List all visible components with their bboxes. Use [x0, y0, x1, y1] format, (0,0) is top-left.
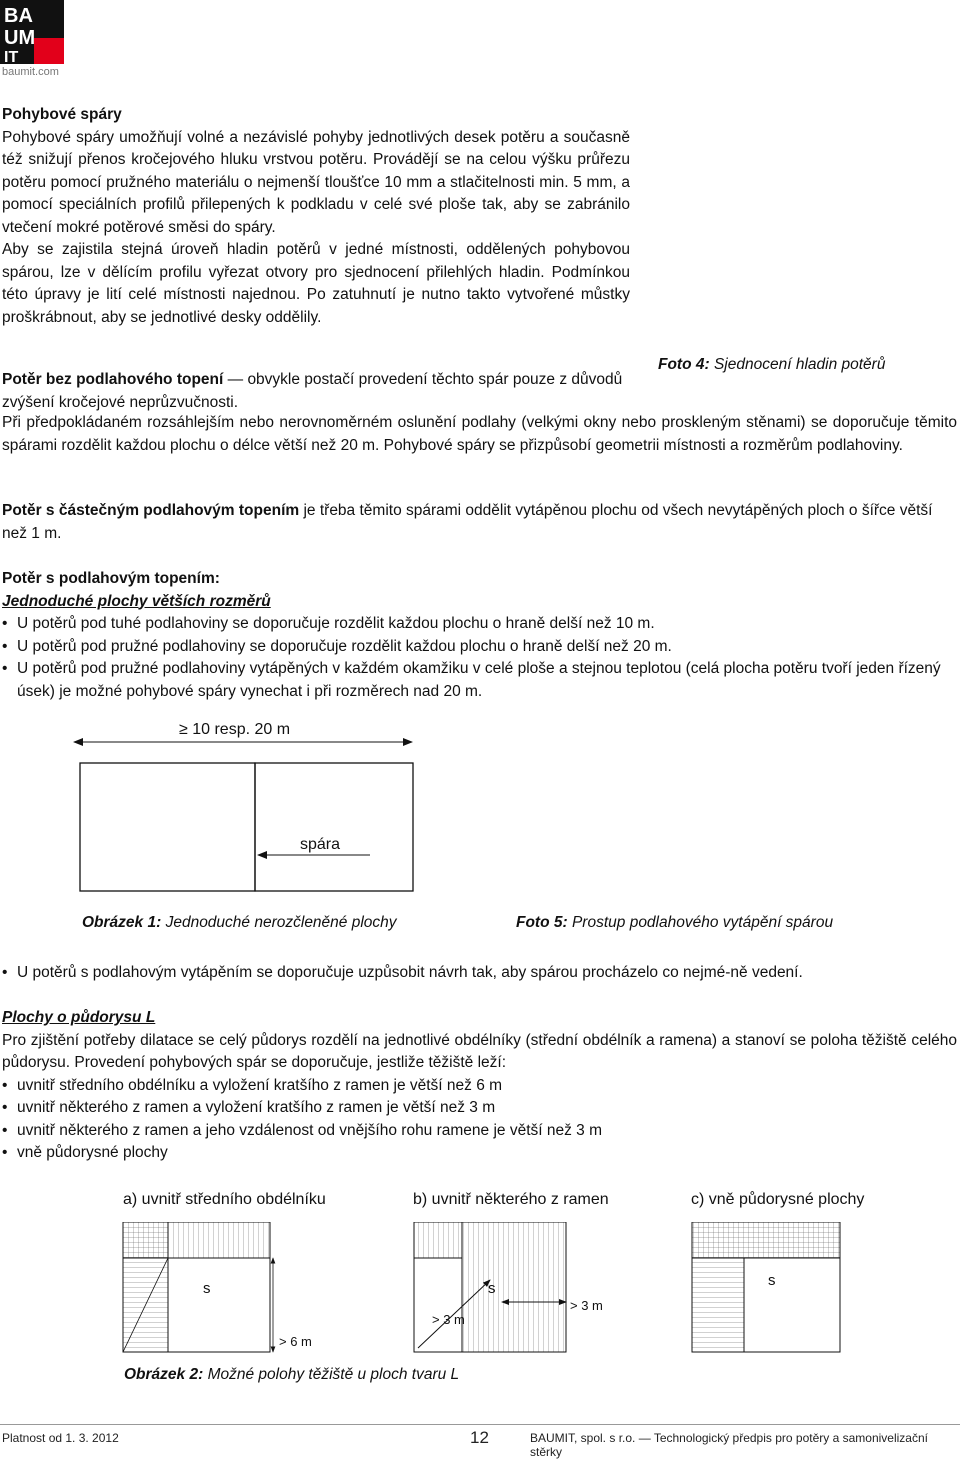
list-item: • U potěrů pod pružné podlahoviny vytápěných v každém okamžiku v celé ploše a stejnou teplotou (celá plocha potěru tvoří jeden řízený úsek) je možné pohybové spáry vynechat i při rozměrech nad 20 m.: [2, 658, 957, 703]
fig1-caption: Obrázek 1: Jednoduché nerozčleněné plochy: [82, 914, 397, 931]
bullet-vedeni: [2, 962, 957, 985]
baumit-logo: [0, 0, 64, 64]
svg-text:UM: UM: [4, 27, 36, 49]
paragraph-osluneni: Při předpokládaném rozsáhlejším nebo nerovnoměrném oslunění podlahy (velkými okny nebo proskleným stěnami) se doporučuje těmito spárami rozdělit každou plochu o délce větší než 20 m. Pohybové spáry se přizpůsobí geometrii místnosti a rozměrům podlahoviny.: [2, 414, 957, 454]
fig2-c-s: s: [768, 1272, 776, 1289]
section-title: Plochy o půdorysu L: [2, 1009, 156, 1026]
list-item: • U potěrů pod tuhé podlahoviny se doporučuje rozdělit každou plochu o hraně delší než 10 m.: [2, 613, 957, 636]
section-s-topenim: Potěr s podlahovým topením: Jednoduché plochy větších rozměrů • U potěrů pod tuhé podlahoviny se doporučuje rozdělit každou plochu o hraně delší než 10 m. • U potěrů pod pružné podlahoviny se doporučuje rozdělit každou plochu o hraně delší než 20 m. • U potěrů pod pružné podlahoviny vytápěných v každém okamžiku v celé ploše a stejnou teplotou (celá plocha potěru tvoří jeden řízený úsek) je možné pohybové spáry vynechat i při rozměrech nad 20 m.: [2, 568, 957, 703]
foto5-caption: Foto 5: Prostup podlahového vytápění spárou: [516, 914, 834, 931]
page-number: 12: [470, 1428, 489, 1447]
list-item: • uvnitř některého z ramen a vyložení kratšího z ramen je větší než 3 m: [2, 1097, 957, 1120]
list-item: • vně půdorysné plochy: [2, 1142, 957, 1165]
list-item: • uvnitř středního obdélníku a vyložení kratšího z ramen je větší než 6 m: [2, 1075, 957, 1098]
logo-url[interactable]: baumit.com: [2, 66, 59, 78]
fig2-a-s: s: [203, 1280, 211, 1297]
list-item: • uvnitř některého z ramen a jeho vzdálenost od vnějšího rohu ramene je větší než 3 m: [2, 1120, 957, 1143]
section-plochy-l: [2, 1007, 957, 1165]
list-item: • U potěrů s podlahovým vytápěním se doporučuje uzpůsobit návrh tak, aby spárou procházelo co nejmé-ně vedení.: [2, 962, 957, 985]
footer-validity: Platnost od 1. 3. 2012: [2, 1431, 119, 1445]
paragraph: Pro zjištění potřeby dilatace se celý půdorys rozdělí na jednotlivé obdélníky (střední obdélník a ramena) a stanoví se poloha těžiště celého půdorysu. Provedení pohybových spár se doporučuje, jestliže těžiště leží:: [2, 1031, 957, 1071]
svg-text:BA: BA: [4, 5, 33, 27]
fig1-dimension-label: ≥ 10 resp. 20 m: [179, 721, 291, 738]
section-title: Pohybové spáry: [2, 106, 122, 123]
paragraph: Pohybové spáry umožňují volné a nezávislé pohyby jednotlivých desek potěru a současně též snižují přenos kročejového hluku vrstvou potěru. Provádějí se na celou výšku průřezu potěru pomocí pružného materiálu o nejmenší tloušťce 10 mm a stlačitelnosti min. 5 mm, a pomocí speciálních profilů přilepených k podkladu v celé své ploše tak, aby se zabránilo vtečení mokré potěrové směsi do spáry.: [2, 128, 630, 236]
fig1-joint-label: spára: [300, 836, 341, 853]
section-pohybove-spary: [2, 104, 630, 329]
fig2-b-dim1: > 3 m: [432, 1312, 465, 1327]
svg-text:IT: IT: [4, 49, 19, 64]
section-bez-topeni: Potěr bez podlahového topení — obvykle postačí provedení těchto spár pouze z důvodů zvýšení kročejové neprůzvučnosti.: [2, 371, 623, 411]
fig2-b-dim2: > 3 m: [570, 1298, 603, 1313]
figure-2: [118, 1222, 938, 1362]
list-item: • U potěrů pod pružné podlahoviny se doporučuje rozdělit každou plochu o hraně delší než 20 m.: [2, 636, 957, 659]
fig2-a-dim: > 6 m: [279, 1334, 312, 1349]
fig2-caption: Obrázek 2: Možné polohy těžiště u ploch tvaru L: [124, 1366, 460, 1383]
paragraph: Aby se zajistila stejná úroveň hladin potěrů v jedné místnosti, oddělených pohybovou spárou, lze v dělícím profilu vyřezat otvory pro sjednocení přilehlých hladin. Podmínkou této úpravy je lití celé místnosti najednou. Po zatuhnutí je nutno takto vytvořené můstky proškrábnout, aby se jednotlivé desky oddělily.: [2, 241, 630, 326]
footer-company: BAUMIT, spol. s r.o. — Technologický předpis pro potěry a samonivelizační stěrky: [530, 1431, 928, 1459]
foto4-caption: Foto 4: Sjednocení hladin potěrů: [658, 356, 886, 373]
section-castecne-topeni: Potěr s částečným podlahovým topením je třeba těmito spárami oddělit vytápěnou plochu od všech nevytápěných ploch o šířce větší než 1 m.: [2, 502, 933, 542]
fig2-label-a: a) uvnitř středního obdélníku: [123, 1191, 326, 1208]
fig2-b-s: s: [488, 1280, 496, 1297]
footer-divider: [0, 1424, 960, 1425]
fig2-label-c: c) vně půdorysné plochy: [691, 1191, 865, 1208]
fig2-label-b: b) uvnitř některého z ramen: [413, 1191, 609, 1208]
figure-1: [60, 715, 430, 895]
subtitle: Jednoduché plochy větších rozměrů: [2, 592, 271, 610]
